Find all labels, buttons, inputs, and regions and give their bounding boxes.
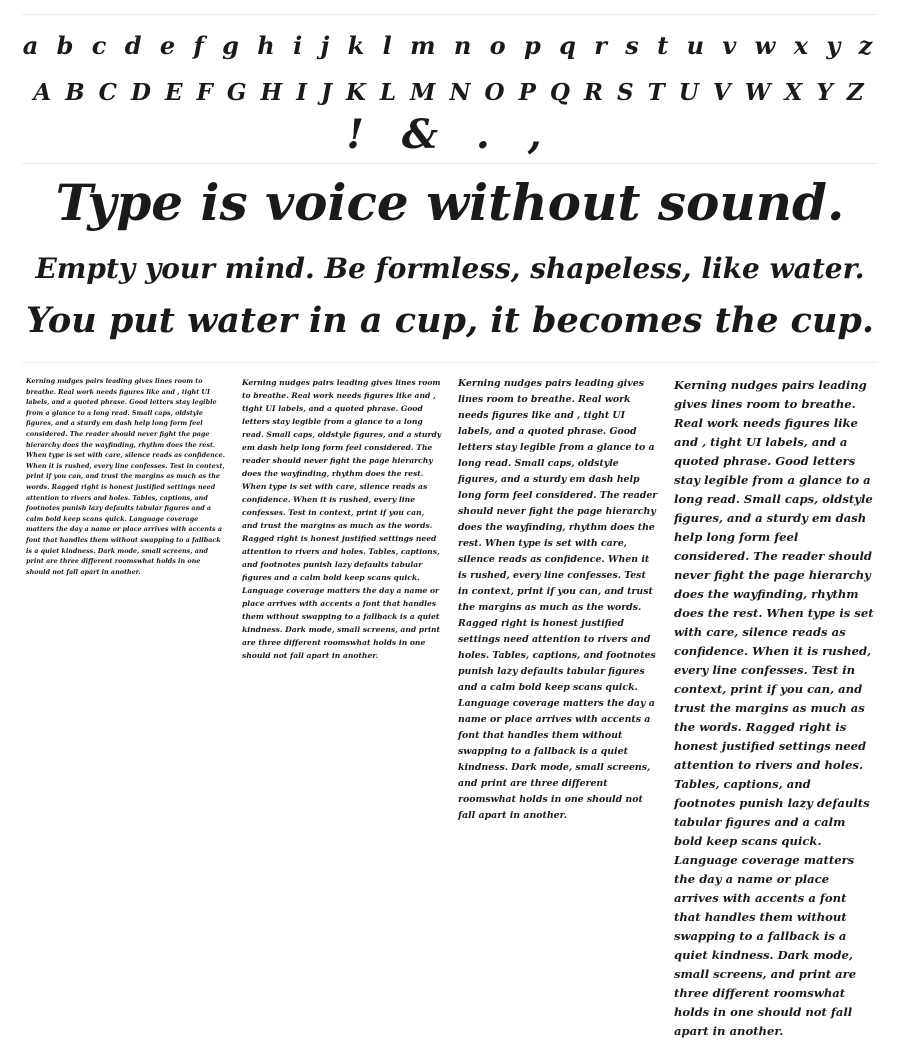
body-text-sample-large: Kerning nudges pairs leading gives lines room to breathe. Real work needs figures like and , tight UI labels, and a quoted phrase. Good letters stay legible from a glance to a long read. Small caps, oldstyle figures, and a sturdy em dash help long form feel considered. The reader should never fight the page hierarchy does the wayfinding, rhythm does the rest. When type is set with care, silence reads as confidence. When it is rushed, every line confesses. Test in context, print if you can, and trust the margins as much as the words. Ragged right is honest justified settings need attention to rivers and holes. Tables, captions, and footnotes punish lazy defaults tabular figures and a calm bold keep scans quick. Language coverage matters the day a name or place arrives with accents a font that handles them without swapping to a fallback is a quiet kindness. Dark mode, small screens, and print are three different roomswhat holds in one should not fall apart in another. [458,378,658,821]
body-text-sample-xlarge: Kerning nudges pairs leading gives lines room to breathe. Real work needs figures like and , tight UI labels, and a quoted phrase. Good letters stay legible from a glance to a long read. Small caps, oldstyle figures, and a sturdy em dash help long form feel considered. The reader should never fight the page hierarchy does the wayfinding, rhythm does the rest. When type is set with care, silence reads as confidence. When it is rushed, every line confesses. Test in context, print if you can, and trust the margins as much as the words. Ragged right is honest justified settings need attention to rivers and holes. Tables, captions, and footnotes punish lazy defaults tabular figures and a calm bold keep scans quick. Language coverage matters the day a name or place arrives with accents a font that handles them without swapping to a fallback is a quiet kindness. Dark mode, small screens, and print are three different roomswhat holds in one should not fall apart in another. [674,378,874,1038]
body-text-sample-small: Kerning nudges pairs leading gives lines room to breathe. Real work needs figures like and , tight UI labels, and a quoted phrase. Good letters stay legible from a glance to a long read. Small caps, oldstyle figures, and a sturdy em dash help long form feel considered. The reader should never fight the page hierarchy does the wayfinding, rhythm does the rest. When type is set with care, silence reads as confidence. When it is rushed, every line confesses. Test in context, print if you can, and trust the margins as much as the words. Ragged right is honest justified settings need attention to rivers and holes. Tables, captions, and footnotes punish lazy defaults tabular figures and a calm bold keep scans quick. Language coverage matters the day a name or place arrives with accents a font that handles them without swapping to a fallback is a quiet kindness. Dark mode, small screens, and print are three different roomswhat holds in one should not fall apart in another. [26,377,225,576]
display-quote-line-2: You put water in a cup, it becomes the cup. [25,300,875,341]
uppercase-alphabet: A B C D E F G H I J K L M N O P Q R S T U V W X Y Z [33,79,867,106]
display-section-divider [22,362,878,363]
lowercase-alphabet: a b c d e f g h i j k l m n o p q r s t u v w x y z [22,31,878,60]
text-size-samples [26,376,878,1038]
punctuation-glyphs: ! & . , [346,111,554,158]
display-headline: Type is voice without sound. [55,173,845,232]
display-quote-line-1: Empty your mind. Be formless, shapeless, like water. [35,252,865,285]
top-divider [22,14,878,15]
glyph-section-divider [22,163,878,164]
body-text-sample-medium: Kerning nudges pairs leading gives lines room to breathe. Real work needs figures like and , tight UI labels, and a quoted phrase. Good letters stay legible from a glance to a long read. Small caps, oldstyle figures, and a sturdy em dash help long form feel considered. The reader should never fight the page hierarchy does the wayfinding, rhythm does the rest. When type is set with care, silence reads as confidence. When it is rushed, every line confesses. Test in context, print if you can, and trust the margins as much as the words. Ragged right is honest justified settings need attention to rivers and holes. Tables, captions, and footnotes punish lazy defaults tabular figures and a calm bold keep scans quick. Language coverage matters the day a name or place arrives with accents a font that handles them without swapping to a fallback is a quiet kindness. Dark mode, small screens, and print are three different roomswhat holds in one should not fall apart in another. [242,378,442,660]
